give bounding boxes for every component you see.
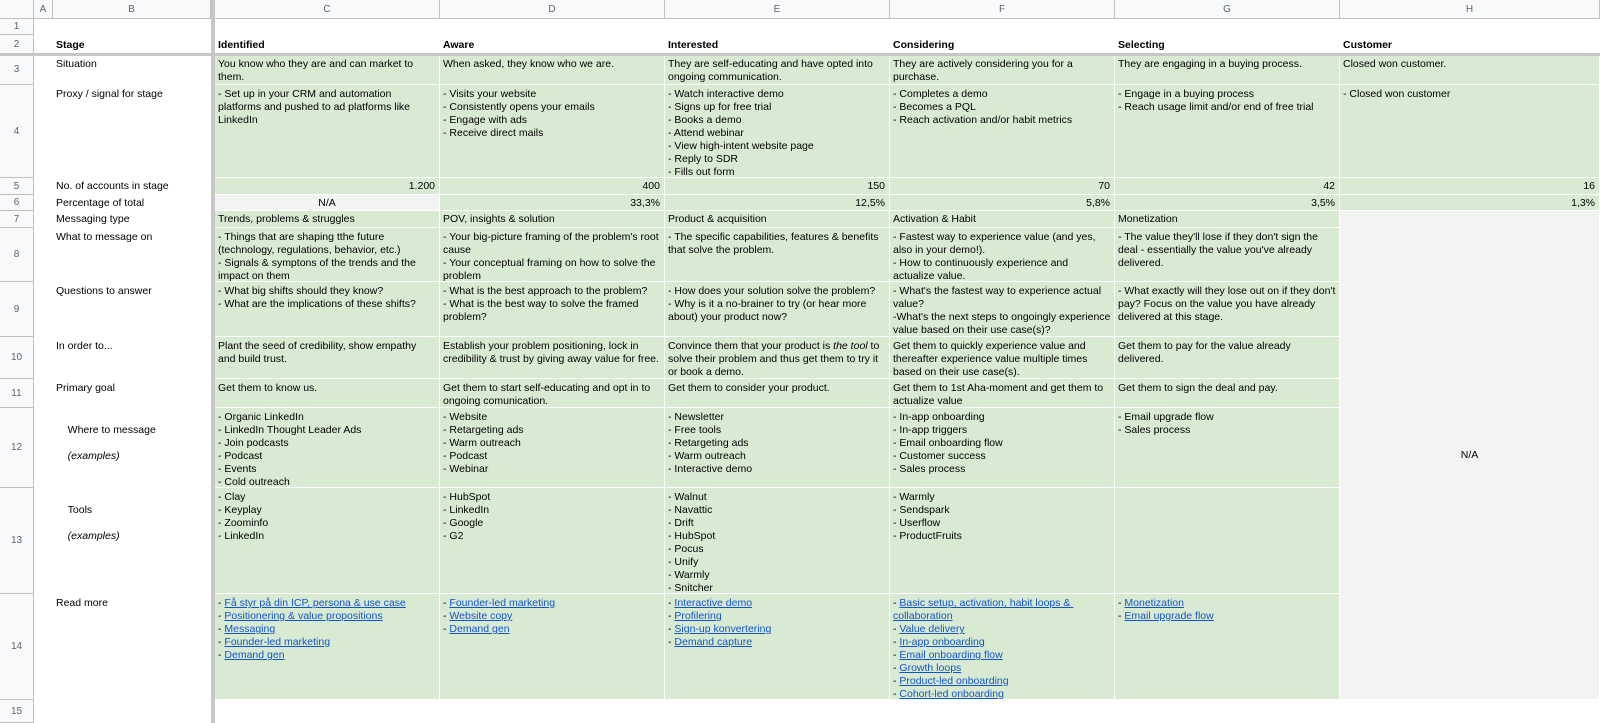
situation-selecting[interactable]: They are engaging in a buying process. [1115, 55, 1340, 85]
stage-header-aware[interactable]: Aware [440, 35, 665, 55]
row-header-3[interactable]: 3 [0, 55, 34, 85]
primary-goal-aware[interactable]: Get them to start self-educating and opt in to ongoing comunication. [440, 379, 665, 408]
primary-goal-selecting[interactable]: Get them to sign the deal and pay. [1115, 379, 1340, 408]
column-header-d[interactable]: D [440, 0, 665, 19]
column-header-h[interactable]: H [1340, 0, 1600, 19]
column-header-c[interactable]: C [215, 0, 440, 19]
percent-identified[interactable]: N/A [215, 195, 440, 211]
tools-selecting[interactable] [1115, 488, 1340, 594]
stage-header-interested[interactable]: Interested [665, 35, 890, 55]
label-questions[interactable]: Questions to answer [56, 285, 152, 297]
tools-interested[interactable]: - Walnut - Navattic - Drift - HubSpot - Pocus - Unify - Warmly - Snitcher [665, 488, 890, 594]
tools-identified[interactable]: - Clay - Keyplay - Zoominfo - LinkedIn [215, 488, 440, 594]
customer-na-text: N/A [1460, 448, 1479, 461]
proxy-identified[interactable]: - Set up in your CRM and automation platforms and pushed to ad platforms like LinkedIn [215, 85, 440, 178]
label-proxy[interactable]: Proxy / signal for stage [56, 88, 163, 100]
questions-interested[interactable]: - How does your solution solve the problem? - Why is it a no-brainer to try (or hear more about) your product now? [665, 282, 890, 337]
tools-aware[interactable]: - HubSpot - LinkedIn - Google - G2 [440, 488, 665, 594]
questions-aware[interactable]: - What is the best approach to the problem? - What is the best way to solve the framed problem? [440, 282, 665, 337]
column-header-e[interactable]: E [665, 0, 890, 19]
read-more-considering[interactable]: - Basic setup, activation, habit loops & collaboration - Value delivery - In-app onboarding - Email onboarding flow - Growth loops - Product-led onboarding - Cohort-led onboarding [890, 594, 1115, 700]
label-where[interactable] [53, 408, 211, 488]
label-primary-goal[interactable]: Primary goal [56, 382, 115, 394]
questions-selecting[interactable]: - What exactly will they lose out on if they don't pay? Focus on the value you have already delivered at this stage. [1115, 282, 1340, 337]
read-more-link[interactable]: Value delivery [899, 623, 965, 635]
accounts-customer[interactable]: 16 [1340, 178, 1600, 195]
in-order-to-interested[interactable] [665, 337, 890, 379]
what-to-message-considering[interactable]: - Fastest way to experience value (and yes, also in your demo!). - How to continuously experience and actualize value. [890, 228, 1115, 282]
select-all-corner[interactable] [0, 0, 34, 19]
situation-aware[interactable]: When asked, they know who we are. [440, 55, 665, 85]
row-header-5[interactable]: 5 [0, 178, 34, 195]
column-header-b[interactable]: B [53, 0, 211, 19]
read-more-link[interactable]: Profilering [674, 610, 722, 622]
messaging-type-selecting[interactable]: Monetization [1115, 211, 1340, 228]
label-where-sub: (examples) [67, 450, 120, 462]
read-more-link[interactable]: In-app onboarding [899, 636, 985, 648]
accounts-interested[interactable]: 150 [665, 178, 890, 195]
read-more-link[interactable]: Email upgrade flow [1124, 610, 1214, 622]
customer-na-block[interactable] [1340, 211, 1600, 700]
read-more-link[interactable]: Email onboarding flow [899, 649, 1003, 661]
frozen-column-divider[interactable] [211, 0, 215, 723]
messaging-type-identified[interactable]: Trends, problems & struggles [215, 211, 440, 228]
read-more-link[interactable]: Messaging [224, 623, 276, 635]
proxy-customer[interactable]: - Closed won customer [1340, 85, 1600, 178]
stage-header-considering[interactable]: Considering [890, 35, 1115, 55]
label-messaging-type[interactable]: Messaging type [56, 213, 130, 225]
what-to-message-interested[interactable]: - The specific capabilities, features & benefits that solve the problem. [665, 228, 890, 282]
label-tools-sub: (examples) [67, 530, 120, 542]
column-header-a[interactable]: A [34, 0, 53, 19]
read-more-link[interactable]: Få styr på din ICP, persona & use case [224, 597, 406, 609]
tools-considering[interactable]: - Warmly - Sendspark - Userflow - ProductFruits [890, 488, 1115, 594]
stage-header-selecting[interactable]: Selecting [1115, 35, 1340, 55]
accounts-selecting[interactable]: 42 [1115, 178, 1340, 195]
row-header-15[interactable]: 15 [0, 700, 34, 723]
situation-identified[interactable]: You know who they are and can market to them. [215, 55, 440, 85]
label-what-to-message[interactable]: What to message on [56, 231, 153, 243]
row-header-11[interactable]: 11 [0, 379, 34, 408]
read-more-aware[interactable]: - Founder-led marketing - Website copy - Demand gen [440, 594, 665, 700]
messaging-type-considering[interactable]: Activation & Habit [890, 211, 1115, 228]
in-order-to-selecting[interactable]: Get them to pay for the value already delivered. [1115, 337, 1340, 379]
row-header-8[interactable]: 8 [0, 228, 34, 282]
read-more-link[interactable]: Positionering & value propositions [224, 610, 383, 622]
row-header-2[interactable]: 2 [0, 35, 34, 55]
proxy-aware[interactable]: - Visits your website - Consistently opens your emails - Engage with ads - Receive direct mails [440, 85, 665, 178]
in-order-to-identified[interactable]: Plant the seed of credibility, show empathy and build trust. [215, 337, 440, 379]
read-more-link[interactable]: Product-led onboarding [899, 675, 1009, 687]
accounts-considering[interactable]: 70 [890, 178, 1115, 195]
what-to-message-aware[interactable]: - Your big-picture framing of the problem's root cause - Your conceptual framing on how to solve the problem [440, 228, 665, 282]
percent-interested[interactable]: 12,5% [665, 195, 890, 211]
row-header-14[interactable]: 14 [0, 594, 34, 700]
proxy-interested[interactable]: - Watch interactive demo - Signs up for free trial - Books a demo - Attend webinar - View high-intent website page - Reply to SDR - Fills out form [665, 85, 890, 178]
in-order-to-aware[interactable]: Establish your problem positioning, lock in credibility & trust by giving away value for free. [440, 337, 665, 379]
label-percentage[interactable]: Percentage of total [56, 197, 145, 209]
where-considering[interactable]: - In-app onboarding - In-app triggers - Email onboarding flow - Customer success - Sales process [890, 408, 1115, 488]
row-header-10[interactable]: 10 [0, 337, 34, 379]
situation-considering[interactable]: They are actively considering you for a purchase. [890, 55, 1115, 85]
where-aware[interactable]: - Website - Retargeting ads - Warm outreach - Podcast - Webinar [440, 408, 665, 488]
proxy-considering[interactable]: - Completes a demo - Becomes a PQL - Reach activation and/or habit metrics [890, 85, 1115, 178]
in-order-to-interested-em: the tool [833, 340, 868, 352]
row-header-4[interactable]: 4 [0, 85, 34, 178]
frozen-row-divider[interactable] [0, 53, 1600, 56]
label-tools-text: Tools [67, 504, 93, 516]
read-more-link[interactable]: Growth loops [899, 662, 962, 674]
row-header-6[interactable]: 6 [0, 195, 34, 211]
primary-goal-identified[interactable]: Get them to know us. [215, 379, 440, 408]
messaging-type-aware[interactable]: POV, insights & solution [440, 211, 665, 228]
what-to-message-identified[interactable]: - Things that are shaping tthe future (technology, regulations, behavior, etc.) - Signals & symptons of the trends and the impact on them [215, 228, 440, 282]
read-more-identified[interactable]: - Få styr på din ICP, persona & use case - Positionering & value propositions - Messaging - Founder-led marketing - Demand gen [215, 594, 440, 700]
stage-header-identified[interactable]: Identified [215, 35, 440, 55]
stage-header-customer[interactable]: Customer [1340, 35, 1600, 55]
read-more-interested[interactable]: - Interactive demo - Profilering - Sign-up konvertering - Demand capture [665, 594, 890, 700]
label-read-more[interactable]: Read more [56, 597, 108, 609]
read-more-selecting[interactable]: - Monetization - Email upgrade flow [1115, 594, 1340, 700]
percent-aware[interactable]: 33,3% [440, 195, 665, 211]
row-header-1[interactable]: 1 [0, 19, 34, 35]
label-stage[interactable]: Stage [56, 39, 85, 51]
in-order-to-interested-pre: Convince them that your product is [668, 340, 834, 352]
questions-identified[interactable]: - What big shifts should they know? - What are the implications of these shifts? [215, 282, 440, 337]
column-header-f[interactable]: F [890, 0, 1115, 19]
read-more-link[interactable]: Website copy [449, 610, 513, 622]
situation-customer[interactable]: Closed won customer. [1340, 55, 1600, 85]
percent-customer[interactable]: 1,3% [1340, 195, 1600, 211]
read-more-link[interactable]: Demand capture [674, 636, 753, 648]
messaging-type-interested[interactable]: Product & acquisition [665, 211, 890, 228]
row-header-12[interactable]: 12 [0, 408, 34, 488]
percent-selecting[interactable]: 3,5% [1115, 195, 1340, 211]
situation-interested[interactable]: They are self-educating and have opted into ongoing communication. [665, 55, 890, 85]
label-accounts[interactable]: No. of accounts in stage [56, 180, 169, 192]
read-more-link[interactable]: Demand gen [449, 623, 510, 635]
accounts-aware[interactable]: 400 [440, 178, 665, 195]
read-more-link[interactable]: Basic setup, activation, habit loops & collaboration [893, 597, 1074, 622]
label-situation[interactable]: Situation [56, 58, 97, 70]
where-interested[interactable]: - Newsletter - Free tools - Retargeting ads - Warm outreach - Interactive demo [665, 408, 890, 488]
row-header-13[interactable]: 13 [0, 488, 34, 594]
percent-considering[interactable]: 5,8% [890, 195, 1115, 211]
questions-considering[interactable]: - What's the fastest way to experience actual value? -What's the next steps to ongoingly experience value based on their use case(s)? [890, 282, 1115, 337]
column-header-g[interactable]: G [1115, 0, 1340, 19]
read-more-link[interactable]: Monetization [1124, 597, 1184, 609]
proxy-selecting[interactable]: - Engage in a buying process - Reach usage limit and/or end of free trial [1115, 85, 1340, 178]
label-in-order-to[interactable]: In order to... [56, 340, 113, 352]
what-to-message-selecting[interactable]: - The value they'll lose if they don't sign the deal - essentially the value you've already delivered. [1115, 228, 1340, 282]
label-tools[interactable] [53, 488, 211, 594]
read-more-link[interactable]: Demand gen [224, 649, 285, 661]
read-more-link[interactable]: Cohort-led onboarding [899, 688, 1004, 700]
primary-goal-interested[interactable]: Get them to consider your product. [665, 379, 890, 408]
row-header-9[interactable]: 9 [0, 282, 34, 337]
accounts-identified[interactable]: 1.200 [215, 178, 440, 195]
read-more-link[interactable]: Interactive demo [674, 597, 753, 609]
in-order-to-considering[interactable]: Get them to quickly experience value and thereafter experience value multiple times based on their use case(s). [890, 337, 1115, 379]
where-selecting[interactable]: - Email upgrade flow - Sales process [1115, 408, 1340, 488]
row-header-7[interactable]: 7 [0, 211, 34, 228]
in-order-to-interested-post: to solve their problem and thus get them to try it or book a demo. [668, 340, 883, 378]
read-more-link[interactable]: Founder-led marketing [224, 636, 331, 648]
primary-goal-considering[interactable]: Get them to 1st Aha-moment and get them to actualize value [890, 379, 1115, 408]
read-more-link[interactable]: Founder-led marketing [449, 597, 556, 609]
label-where-text: Where to message [67, 424, 156, 436]
where-identified[interactable]: - Organic LinkedIn - LinkedIn Thought Leader Ads - Join podcasts - Podcast - Events - Cold outreach [215, 408, 440, 488]
read-more-link[interactable]: Sign-up konvertering [674, 623, 772, 635]
